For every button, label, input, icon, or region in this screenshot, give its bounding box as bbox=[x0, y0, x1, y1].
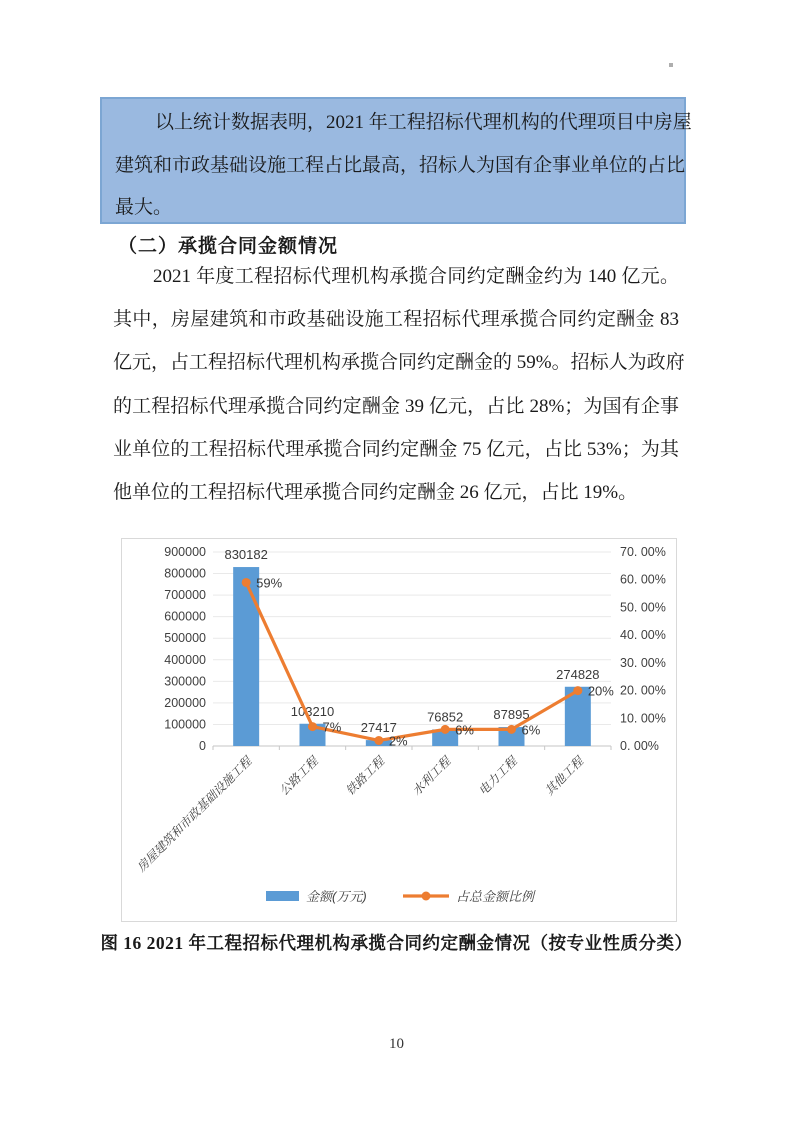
page-number: 10 bbox=[389, 1036, 404, 1052]
text-line: 其中，房屋建筑和市政基础设施工程招标代理承揽合同约定酬金 83 bbox=[113, 309, 679, 331]
section-heading: （二）承揽合同金额情况 bbox=[118, 236, 339, 257]
category-label: 水利工程 bbox=[409, 754, 454, 799]
line-marker bbox=[507, 725, 516, 734]
stray-mark bbox=[669, 63, 673, 67]
bar-value-label: 27417 bbox=[360, 720, 397, 736]
text-line: 最大。 bbox=[115, 197, 173, 218]
line-marker bbox=[308, 722, 317, 731]
line-percent-label: 6% bbox=[455, 722, 474, 738]
left-axis-tick-label: 800000 bbox=[164, 566, 206, 581]
text-line: 他单位的工程招标代理承揽合同约定酬金 26 亿元，占比 19%。 bbox=[113, 482, 638, 504]
line-percent-label: 7% bbox=[322, 719, 342, 735]
line-percent-label: 59% bbox=[256, 575, 283, 591]
combo-chart-canvas bbox=[122, 539, 676, 921]
line-percent-label: 6% bbox=[521, 722, 541, 738]
text-line: 亿元，占工程招标代理机构承揽合同约定酬金的 59%。招标人为政府 bbox=[113, 352, 685, 374]
bar bbox=[233, 567, 259, 746]
line-marker bbox=[374, 736, 383, 745]
category-label: 公路工程 bbox=[276, 754, 321, 799]
right-axis-tick-label: 0. 00% bbox=[620, 739, 659, 753]
left-axis-tick-label: 200000 bbox=[164, 695, 206, 710]
right-axis-tick-label: 40. 00% bbox=[620, 628, 666, 643]
bar-value-label: 87895 bbox=[493, 707, 530, 723]
bar-value-label: 76852 bbox=[427, 709, 464, 725]
category-label: 电力工程 bbox=[475, 754, 520, 799]
figure-caption: 图 16 2021 年工程招标代理机构承揽合同约定酬金情况（按专业性质分类） bbox=[100, 933, 693, 953]
left-axis-tick-label: 400000 bbox=[164, 652, 206, 667]
text-line: 的工程招标代理承揽合同约定酬金 39 亿元，占比 28%；为国有企事 bbox=[113, 395, 679, 417]
left-axis-tick-label: 600000 bbox=[164, 609, 206, 624]
right-axis-tick-label: 30. 00% bbox=[620, 655, 666, 670]
left-axis-tick-label: 500000 bbox=[164, 631, 206, 646]
legend-line-label: 占总金额比例 bbox=[456, 889, 535, 904]
bar-value-label: 274828 bbox=[556, 666, 600, 682]
bar-value-label: 103210 bbox=[290, 703, 335, 719]
left-axis-tick-label: 100000 bbox=[164, 717, 206, 732]
bar-value-label: 830182 bbox=[224, 547, 268, 563]
right-axis-tick-label: 70. 00% bbox=[620, 545, 666, 559]
left-axis-tick-label: 700000 bbox=[164, 588, 206, 603]
text-line: 以上统计数据表明，2021 年工程招标代理机构的代理项目中房屋 bbox=[155, 112, 692, 133]
line-percent-label: 20% bbox=[587, 683, 614, 699]
legend-bar-label: 金额(万元) bbox=[306, 889, 367, 904]
right-axis-tick-label: 60. 00% bbox=[620, 572, 666, 587]
left-axis-tick-label: 0 bbox=[199, 739, 206, 753]
legend-bar-swatch bbox=[266, 891, 299, 901]
text-line: 业单位的工程招标代理承揽合同约定酬金 75 亿元，占比 53%；为其 bbox=[113, 438, 679, 460]
line-marker bbox=[573, 686, 582, 695]
left-axis-tick-label: 900000 bbox=[164, 545, 206, 559]
highlighted-paragraph bbox=[100, 97, 692, 224]
right-axis-tick-label: 10. 00% bbox=[620, 711, 666, 726]
line-marker bbox=[242, 578, 251, 587]
category-label: 房屋建筑和市政基础设施工程 bbox=[134, 754, 255, 875]
text-line: 建筑和市政基础设施工程占比最高，招标人为国有企事业单位的占比 bbox=[115, 154, 686, 176]
line-marker bbox=[441, 725, 450, 734]
category-label: 其他工程 bbox=[542, 754, 586, 799]
left-axis-tick-label: 300000 bbox=[164, 674, 206, 689]
legend-line-marker bbox=[422, 892, 431, 901]
text-line: 2021 年度工程招标代理机构承揽合同约定酬金约为 140 亿元。 bbox=[153, 266, 679, 287]
category-label: 铁路工程 bbox=[343, 754, 387, 799]
body-paragraph bbox=[113, 255, 685, 514]
figure-chart bbox=[121, 538, 677, 922]
right-axis-tick-label: 50. 00% bbox=[620, 600, 666, 615]
right-axis-tick-label: 20. 00% bbox=[620, 683, 666, 698]
line-percent-label: 2% bbox=[388, 733, 408, 749]
